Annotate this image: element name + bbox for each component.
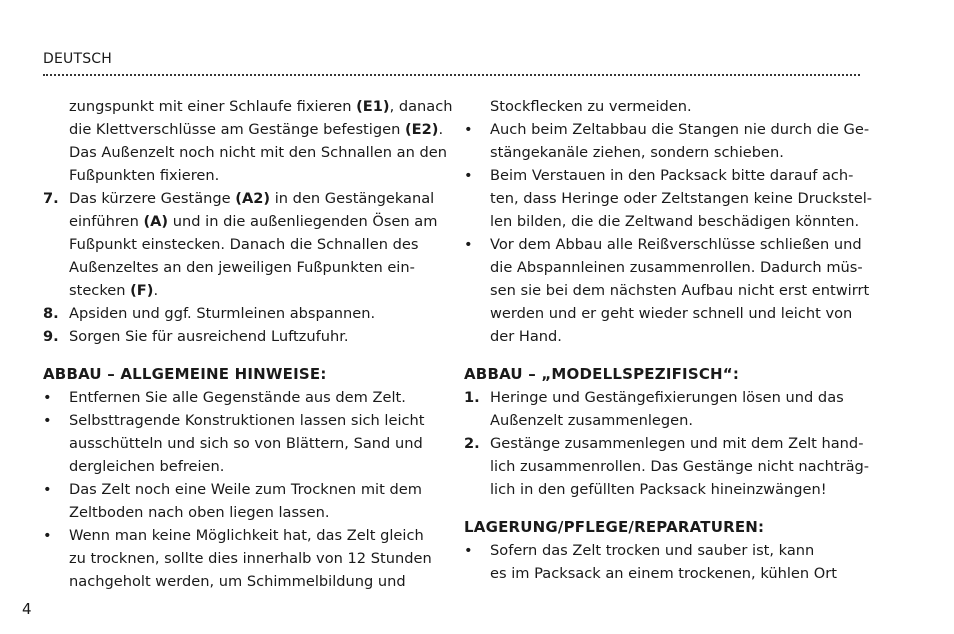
text-line: lich zusammenrollen. Das Gestänge nicht nachträg-: [490, 458, 870, 475]
text-line: len bilden, die die Zeltwand beschädigen könnten.: [490, 213, 860, 230]
text-line: Gestänge zusammenlegen und mit dem Zelt hand-: [490, 435, 864, 452]
text-line: ten, dass Heringe oder Zeltstangen keine Druckstel-: [490, 190, 873, 207]
numbered-step: [43, 302, 443, 325]
assembly-steps: [43, 187, 443, 348]
text-line: lich in den gefüllten Packsack hineinzwängen!: [490, 481, 827, 498]
text-line: Vor dem Abbau alle Reißverschlüsse schließen und: [490, 236, 862, 253]
bullet-item: [464, 233, 870, 348]
figure-reference: (E2): [404, 121, 439, 138]
bullet-icon: •: [464, 236, 473, 253]
text-line: nachgeholt werden, um Schimmelbildung und: [69, 573, 406, 590]
text-line: stecken (F).: [69, 282, 159, 299]
dotted-divider: [43, 74, 860, 76]
step-number: 1.: [464, 389, 480, 406]
section-heading-abbau-allgemein: ABBAU – ALLGEMEINE HINWEISE:: [43, 365, 327, 383]
figure-reference: (E1): [356, 98, 390, 115]
text-line: einführen (A) und in die außenliegenden Ösen am: [69, 213, 438, 230]
continued-paragraph: [43, 95, 453, 187]
numbered-step: [464, 432, 870, 501]
figure-reference: (F): [130, 282, 154, 299]
step-number: 2.: [464, 435, 480, 452]
text-line: Sofern das Zelt trocken und sauber ist, kann: [490, 542, 815, 559]
numbered-step: [43, 187, 443, 302]
text-line: Heringe und Gestängefixierungen lösen und das: [490, 389, 844, 406]
text-line: zu trocknen, sollte dies innerhalb von 12 Stunden: [69, 550, 432, 567]
text-line: Auch beim Zeltabbau die Stangen nie durch die Ge-: [490, 121, 870, 138]
section-heading-abbau-modellspezifisch: ABBAU – „MODELLSPEZIFISCH“:: [464, 365, 740, 383]
text-line: Apsiden und ggf. Sturmleinen abspannen.: [69, 305, 376, 322]
bullet-icon: •: [464, 121, 473, 138]
text-line: Das kürzere Gestänge (A2) in den Gestängekanal: [69, 190, 435, 207]
bullet-item: [464, 539, 864, 585]
text-line: der Hand.: [490, 328, 562, 345]
abbau-hints-list: [464, 118, 873, 348]
figure-reference: (A): [143, 213, 169, 230]
text-line: Außenzelt zusammenlegen.: [490, 412, 693, 429]
figure-reference: (A2): [235, 190, 271, 207]
bullet-item: [43, 478, 443, 524]
text-line: stängekanäle ziehen, sondern schieben.: [490, 144, 784, 161]
bullet-item: [43, 409, 443, 478]
text-line: Außenzeltes an den jeweiligen Fußpunkten ein-: [69, 259, 415, 276]
text-line: die Abspannleinen zusammenrollen. Dadurch müs-: [490, 259, 863, 276]
text-line: Sorgen Sie für ausreichend Luftzufuhr.: [69, 328, 349, 345]
step-number: 7.: [43, 190, 59, 207]
text-line: Selbsttragende Konstruktionen lassen sich leicht: [69, 412, 425, 429]
left-column: [43, 95, 453, 593]
text-line: Stockflecken zu vermeiden.: [490, 98, 692, 115]
text-line: dergleichen befreien.: [69, 458, 225, 475]
step-number: 9.: [43, 328, 59, 345]
text-line: Wenn man keine Möglichkeit hat, das Zelt gleich: [69, 527, 424, 544]
bullet-icon: •: [464, 167, 473, 184]
text-line: zungspunkt mit einer Schlaufe fixieren (E1), danach: [69, 98, 453, 115]
bullet-item: [464, 164, 873, 233]
text-line: Das Zelt noch eine Weile zum Trocknen mit dem: [69, 481, 422, 498]
bullet-item: [43, 386, 443, 409]
bullet-icon: •: [43, 412, 52, 429]
bullet-icon: •: [43, 527, 52, 544]
text-line: die Klettverschlüsse am Gestänge befestigen (E2).: [69, 121, 444, 138]
step-number: 8.: [43, 305, 59, 322]
bullet-icon: •: [43, 481, 52, 498]
text-line: ausschütteln und sich so von Blättern, Sand und: [69, 435, 423, 452]
language-header: DEUTSCH: [43, 51, 113, 67]
section-heading-lagerung: LAGERUNG/PFLEGE/REPARATUREN:: [464, 518, 765, 536]
continued-paragraph: [464, 95, 864, 118]
bullet-icon: •: [43, 389, 52, 406]
bullet-icon: •: [464, 542, 473, 559]
text-line: Das Außenzelt noch nicht mit den Schnallen an den: [69, 144, 447, 161]
text-line: Beim Verstauen in den Packsack bitte darauf ach-: [490, 167, 854, 184]
numbered-step: [43, 325, 443, 348]
bullet-item: [43, 524, 443, 593]
model-specific-steps: [464, 386, 870, 501]
text-line: werden und er geht wieder schnell und leicht von: [490, 305, 853, 322]
page-number: 4: [22, 600, 32, 618]
text-line: Entfernen Sie alle Gegenstände aus dem Zelt.: [69, 389, 406, 406]
bullet-item: [464, 118, 870, 164]
text-line: Fußpunkt einstecken. Danach die Schnallen des: [69, 236, 419, 253]
storage-list: [464, 539, 864, 585]
text-line: Fußpunkten fixieren.: [69, 167, 220, 184]
text-line: sen sie bei dem nächsten Aufbau nicht erst entwirrt: [490, 282, 870, 299]
text-line: es im Packsack an einem trockenen, kühlen Ort: [490, 565, 837, 582]
right-column: [464, 95, 873, 585]
text-line: Zeltboden nach oben liegen lassen.: [69, 504, 330, 521]
general-hints-list: [43, 386, 443, 593]
numbered-step: [464, 386, 864, 432]
